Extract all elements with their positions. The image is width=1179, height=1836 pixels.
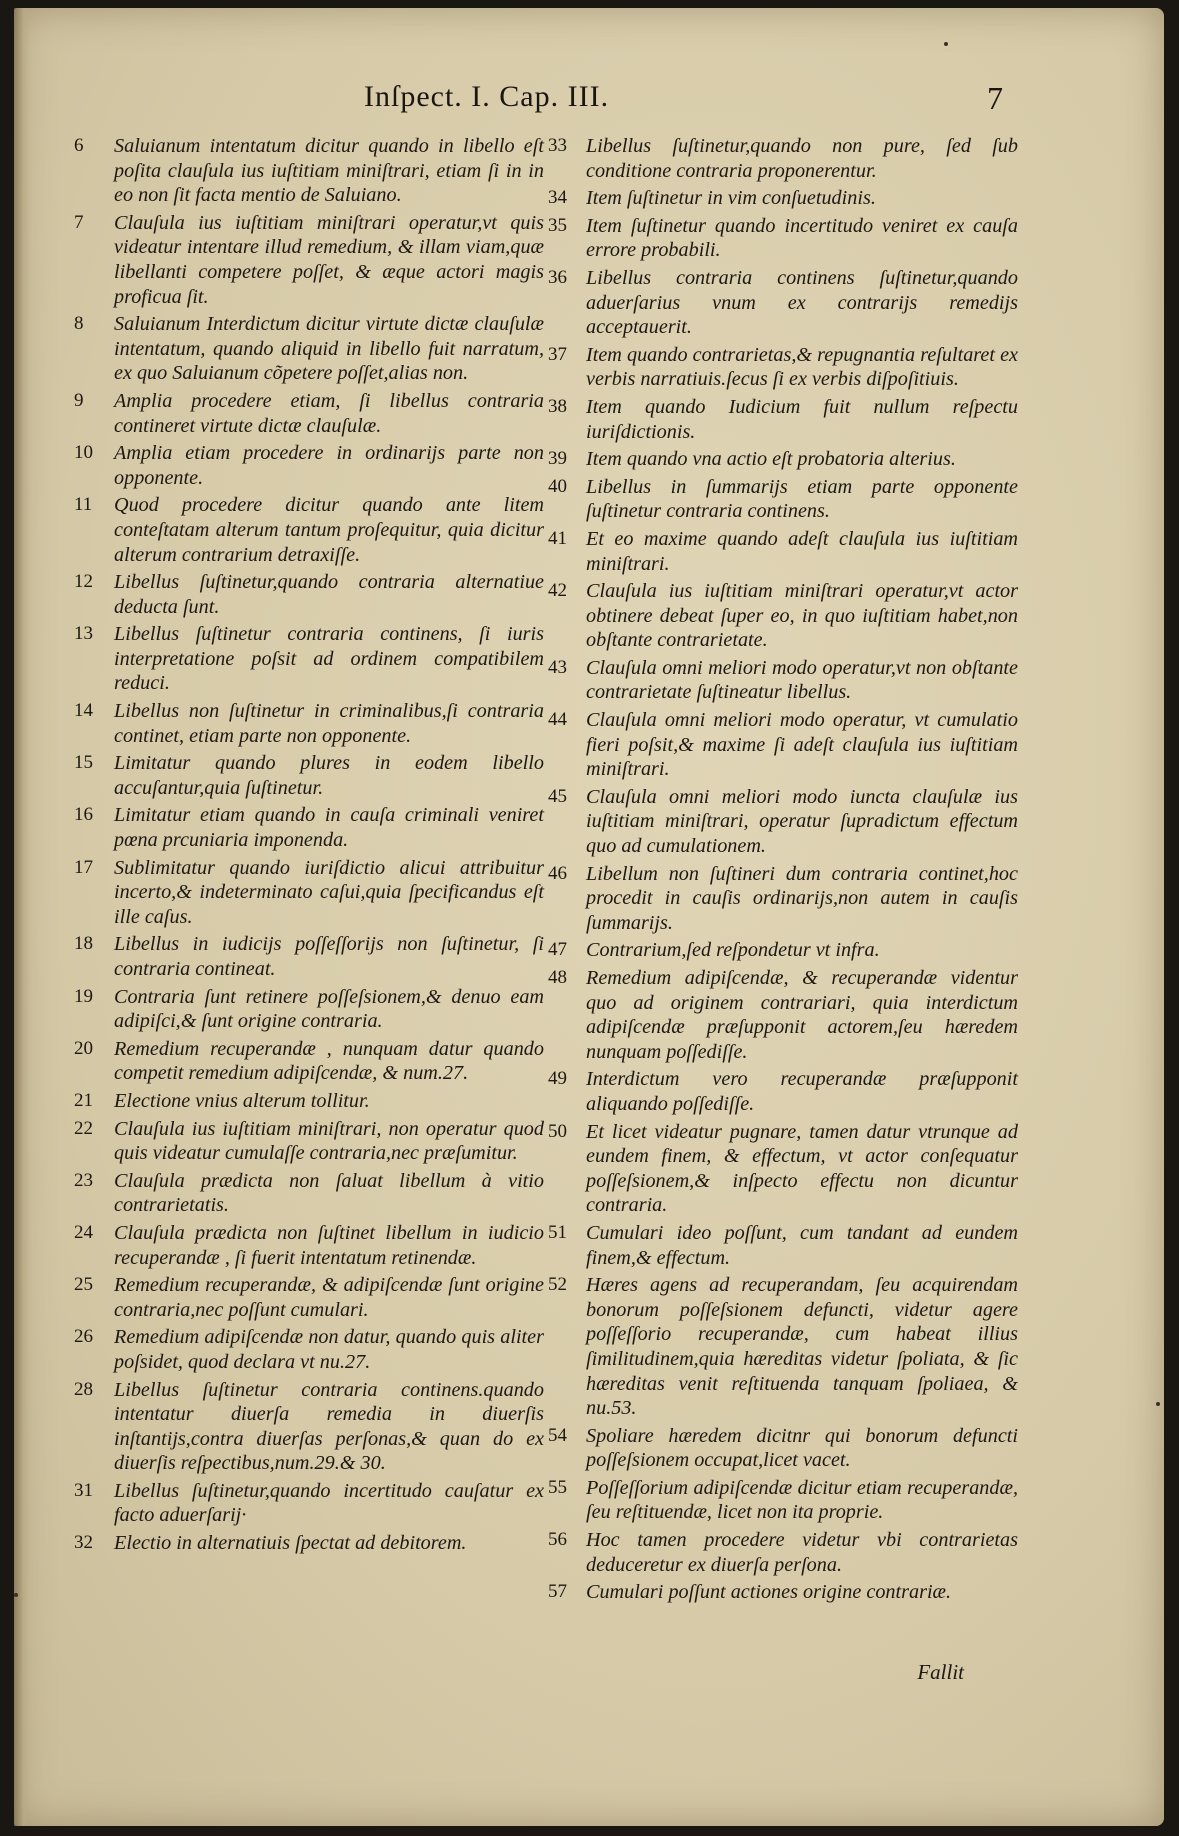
entry-text: Contrarium,ſed reſpondetur vt infra. bbox=[586, 939, 880, 962]
entry-number: 46 bbox=[548, 862, 567, 884]
entry-text: Amplia etiam procedere in ordinarijs parte non opponente. bbox=[114, 442, 544, 489]
index-entry bbox=[68, 751, 544, 800]
index-entry bbox=[548, 214, 1018, 263]
index-entry bbox=[548, 1528, 1018, 1577]
entry-number: 21 bbox=[74, 1089, 93, 1111]
index-entry bbox=[68, 1273, 544, 1322]
entry-text: Cumulari ideo poſſunt, cum tandant ad eundem finem,& effectum. bbox=[586, 1221, 1018, 1269]
entry-number: 48 bbox=[548, 967, 567, 988]
index-entry bbox=[548, 785, 1018, 859]
ink-speck bbox=[1156, 1402, 1160, 1406]
index-entry bbox=[68, 570, 544, 619]
entry-number: 24 bbox=[74, 1221, 93, 1243]
entry-text: Interdictum vero recuperandæ præſupponit aliquando poſſediſſe. bbox=[586, 1068, 1018, 1115]
index-entry bbox=[548, 266, 1018, 340]
entry-text: Clauſula omni meliori modo iuncta clauſulæ ius iuſtitiam miniſtrari, operatur ſupradictum effectum quo ad cumulationem. bbox=[586, 785, 1018, 858]
index-entry bbox=[68, 441, 544, 490]
entry-text: Saluianum intentatum dicitur quando in libello eſt poſita clauſula ius iuſtitiam miniſtrari, etiam ſi in in eo non ſit facta mentio de Saluiano. bbox=[114, 135, 544, 207]
entry-text: Libellus ſuſtinetur,quando contraria alternatiue deducta ſunt. bbox=[114, 571, 544, 618]
index-entry bbox=[68, 985, 544, 1034]
entry-number: 34 bbox=[548, 187, 567, 209]
index-entry bbox=[68, 1531, 544, 1556]
entry-text: Sublimitatur quando iuriſdictio alicui attribuitur incerto,& indeterminato caſui,quia ſpecificandus eſt ille caſus. bbox=[114, 856, 544, 928]
entry-text: Clauſula prædicta non ſuſtinet libellum in iudicio recuperandæ , ſi fuerit intentatum retinendæ. bbox=[114, 1221, 544, 1269]
running-header bbox=[364, 80, 1004, 124]
index-entry bbox=[548, 1273, 1018, 1421]
entry-number: 25 bbox=[74, 1274, 93, 1296]
entry-number: 43 bbox=[548, 656, 567, 678]
entry-text: Clauſula prædicta non ſaluat libellum à vitio contrarietatis. bbox=[114, 1169, 544, 1217]
entry-number: 18 bbox=[74, 933, 93, 955]
index-entry bbox=[68, 211, 544, 309]
index-entry bbox=[548, 1221, 1018, 1270]
entry-text: Libellus ſuſtinetur,quando non pure, ſed ſub conditione contraria proponerentur. bbox=[586, 135, 1018, 182]
index-entry bbox=[548, 862, 1018, 936]
entry-number: 19 bbox=[74, 985, 93, 1007]
index-entry bbox=[68, 1479, 544, 1528]
entry-number: 49 bbox=[548, 1068, 567, 1090]
entry-number: 7 bbox=[74, 211, 84, 233]
entry-number: 14 bbox=[74, 700, 93, 722]
entry-text: Remedium recuperandæ , nunquam datur quando competit remedium adipiſcendæ, & num.27. bbox=[114, 1037, 544, 1085]
entry-text: Et licet videatur pugnare, tamen datur vtrunque ad eundem finem, & effectum, vt actor conſequatur poſſeſsionem,& inſpecto effectu non dicuntur contraria. bbox=[586, 1120, 1018, 1217]
index-entry bbox=[68, 803, 544, 852]
ink-speck bbox=[944, 42, 948, 46]
index-entry bbox=[68, 1221, 544, 1270]
index-entry bbox=[548, 475, 1018, 524]
entry-text: Amplia procedere etiam, ſi libellus contraria contineret virtute dictæ clauſulæ. bbox=[114, 389, 544, 437]
entry-text: Libellus in iudicijs poſſeſſorijs non ſuſtinetur, ſi contraria contineat. bbox=[114, 933, 544, 980]
entry-text: Libellus in ſummarijs etiam parte opponente ſuſtinetur contraria continens. bbox=[586, 475, 1018, 523]
entry-text: Hoc tamen procedere videtur vbi contrarietas deduceretur ex diuerſa perſona. bbox=[586, 1529, 1018, 1576]
left-column bbox=[68, 134, 544, 1559]
entry-text: Et eo maxime quando adeſt clauſula ius iuſtitiam miniſtrari. bbox=[586, 527, 1018, 575]
entry-number: 11 bbox=[74, 494, 93, 516]
index-entry bbox=[548, 343, 1018, 392]
entry-text: Libellus ſuſtinetur contraria continens, ſi iuris interpretatione poſsit ad ordinem compatibilem reduci. bbox=[114, 623, 544, 695]
entry-text: Hæres agens ad recuperandam, ſeu acquirendam bonorum poſſeſsionem defuncti, videtur agere poſſeſſorio recuperandæ, cum habeat illius ſimilitudinem,quia hæreditas videtur ſpoliata, & ſic hæreditas venit reſtituenda tanquam ſpoliaea, & nu.53. bbox=[586, 1274, 1018, 1420]
entry-number: 9 bbox=[74, 389, 84, 411]
entry-number: 54 bbox=[548, 1424, 567, 1446]
entry-number: 23 bbox=[74, 1169, 93, 1191]
entry-number: 22 bbox=[74, 1117, 93, 1139]
entry-text: Clauſula ius iuſtitiam miniſtrari operatur,vt actor obtinere debeat ſuper eo, in quo iuſtitiam habet,non obſtante contrarietate. bbox=[586, 580, 1018, 652]
index-entry bbox=[68, 1117, 544, 1166]
entry-number: 33 bbox=[548, 135, 567, 156]
entry-number: 42 bbox=[548, 580, 567, 602]
entry-number: 13 bbox=[74, 623, 93, 645]
page-gutter bbox=[14, 8, 30, 1826]
entry-number: 12 bbox=[74, 571, 93, 593]
entry-text: Item quando Iudicium fuit nullum reſpectu iuriſdictionis. bbox=[586, 395, 1018, 443]
entry-text: Libellum non ſuſtineri dum contraria continet,hoc procedit in cauſis ordinarijs,non autem in cauſis ſummarijs. bbox=[586, 862, 1018, 934]
page-number: 7 bbox=[987, 80, 1004, 116]
index-entry bbox=[68, 699, 544, 748]
right-column bbox=[548, 134, 1018, 1608]
entry-number: 55 bbox=[548, 1476, 567, 1498]
index-entry bbox=[548, 527, 1018, 576]
entry-number: 44 bbox=[548, 709, 567, 731]
index-entry bbox=[548, 656, 1018, 705]
index-entry bbox=[548, 395, 1018, 444]
entry-text: Item ſuſtinetur quando incertitudo veniret ex cauſa errore probabili. bbox=[586, 214, 1018, 262]
running-title: Inſpect. I. Cap. III. bbox=[364, 80, 610, 113]
entry-text: Contraria ſunt retinere poſſeſsionem,& denuo eam adipiſci,& ſunt origine contraria. bbox=[114, 985, 544, 1033]
entry-number: 37 bbox=[548, 343, 567, 365]
index-entry bbox=[548, 1580, 1018, 1605]
index-entry bbox=[68, 1037, 544, 1086]
entry-number: 20 bbox=[74, 1037, 93, 1059]
entry-number: 16 bbox=[74, 804, 93, 826]
index-entry bbox=[548, 134, 1018, 183]
entry-number: 38 bbox=[548, 395, 567, 417]
index-entry bbox=[548, 1067, 1018, 1116]
index-entry bbox=[548, 966, 1018, 1064]
index-entry bbox=[68, 1169, 544, 1218]
entry-number: 36 bbox=[548, 266, 567, 288]
entry-number: 26 bbox=[74, 1326, 93, 1348]
index-entry bbox=[548, 1424, 1018, 1473]
entry-text: Remedium adipiſcendæ non datur, quando quis aliter poſsidet, quod declara vt nu.27. bbox=[114, 1326, 544, 1373]
entry-text: Clauſula omni meliori modo operatur,vt non obſtante contrarietate ſuſtineatur libellus. bbox=[586, 656, 1018, 704]
entry-number: 28 bbox=[74, 1378, 93, 1400]
entry-number: 47 bbox=[548, 939, 567, 961]
entry-number: 57 bbox=[548, 1581, 567, 1603]
index-entry bbox=[68, 493, 544, 567]
entry-number: 40 bbox=[548, 475, 567, 497]
entry-text: Clauſula omni meliori modo operatur, vt cumulatio fieri poſsit,& maxime ſi adeſt clauſula ius iuſtitiam miniſtrari. bbox=[586, 709, 1018, 781]
book-page bbox=[14, 8, 1164, 1826]
entry-text: Electione vnius alterum tollitur. bbox=[114, 1089, 370, 1112]
entry-text: Limitatur etiam quando in cauſa criminali veniret pœna prcuniaria imponenda. bbox=[114, 804, 544, 852]
entry-text: Item quando vna actio eſt probatoria alterius. bbox=[586, 448, 956, 471]
entry-number: 35 bbox=[548, 214, 567, 236]
entry-number: 41 bbox=[548, 527, 567, 549]
entry-text: Item ſuſtinetur in vim conſuetudinis. bbox=[586, 187, 876, 210]
entry-text: Remedium adipiſcendæ, & recuperandæ videntur quo ad originem contrariari, quia interdictum adipiſcendæ præſupponit actorem,ſeu hæredem nunquam poſſediſſe. bbox=[586, 967, 1018, 1063]
index-entry bbox=[68, 622, 544, 696]
entry-text: Clauſula ius iuſtitiam miniſtrari, non operatur quod quis videatur cumulaſſe contraria,nec præſumitur. bbox=[114, 1117, 544, 1165]
entry-text: Libellus ſuſtinetur contraria continens.quando intentatur diuerſa remedia in diuerſis inſtantijs,contra diuerſas perſonas,& quan do ex diuerſis reſpectibus,num.29.& 30. bbox=[114, 1378, 544, 1475]
entry-number: 50 bbox=[548, 1120, 567, 1142]
index-entry bbox=[68, 1089, 544, 1114]
index-entry bbox=[548, 708, 1018, 782]
entry-number: 10 bbox=[74, 442, 93, 464]
entry-text: Libellus ſuſtinetur,quando incertitudo cauſatur ex facto aduerſarij· bbox=[114, 1479, 544, 1527]
index-entry bbox=[548, 938, 1018, 963]
index-entry bbox=[68, 1378, 544, 1476]
entry-text: Poſſeſſorium adipiſcendæ dicitur etiam recuperandæ, ſeu reſtituendæ, licet non ita proprie. bbox=[586, 1476, 1018, 1524]
index-entry bbox=[548, 579, 1018, 653]
index-entry bbox=[68, 312, 544, 386]
entry-number: 51 bbox=[548, 1221, 567, 1243]
entry-text: Remedium recuperandæ, & adipiſcendæ ſunt origine contraria,nec poſſunt cumulari. bbox=[114, 1274, 544, 1321]
entry-text: Libellus contraria continens ſuſtinetur,quando aduerſarius vnum ex contrarijs remedijs acceptauerit. bbox=[586, 266, 1018, 339]
entry-number: 45 bbox=[548, 785, 567, 807]
index-entry bbox=[548, 1476, 1018, 1525]
entry-text: Limitatur quando plures in eodem libello accuſantur,quia ſuſtinetur. bbox=[114, 752, 544, 799]
index-entry bbox=[68, 932, 544, 981]
index-entry bbox=[68, 134, 544, 208]
entry-text: Electio in alternatiuis ſpectat ad debitorem. bbox=[114, 1532, 467, 1555]
entry-number: 32 bbox=[74, 1532, 93, 1554]
entry-text: Spoliare hæredem dicitnr qui bonorum defuncti poſſeſsionem occupat,licet vacet. bbox=[586, 1424, 1018, 1472]
index-entry bbox=[68, 856, 544, 930]
entry-text: Libellus non ſuſtinetur in criminalibus,ſi contraria continet, etiam parte non opponente. bbox=[114, 700, 544, 747]
entry-text: Quod procedere dicitur quando ante litem conteſtatam alterum tantum proſequitur, quia dicitur alterum contrarium detraxiſſe. bbox=[114, 494, 544, 566]
ink-speck bbox=[14, 1593, 18, 1597]
index-entry bbox=[548, 1120, 1018, 1218]
entry-number: 39 bbox=[548, 448, 567, 470]
index-entry bbox=[548, 186, 1018, 211]
entry-text: Saluianum Interdictum dicitur virtute dictæ clauſulæ intentatum, quando aliquid in libello fuit narratum, ex quo Saluianum cõpetere poſſet,alias non. bbox=[114, 313, 544, 385]
entry-number: 52 bbox=[548, 1274, 567, 1296]
entry-number: 15 bbox=[74, 752, 93, 774]
entry-number: 6 bbox=[74, 135, 84, 156]
index-entry bbox=[68, 1325, 544, 1374]
entry-number: 56 bbox=[548, 1529, 567, 1551]
entry-text: Cumulari poſſunt actiones origine contrariæ. bbox=[586, 1581, 952, 1604]
index-entry bbox=[548, 447, 1018, 472]
catchword: Fallit bbox=[917, 1660, 964, 1684]
entry-number: 8 bbox=[74, 313, 84, 335]
entry-text: Clauſula ius iuſtitiam miniſtrari operatur,vt quis videatur intentare illud remedium, & illam viam,quæ libellanti competere poſſet, & æque actori magis proficua ſit. bbox=[114, 211, 544, 308]
entry-text: Item quando contrarietas,& repugnantia reſultaret ex verbis narratiuis.ſecus ſi ex verbis diſpoſitiuis. bbox=[586, 343, 1018, 391]
entry-number: 31 bbox=[74, 1479, 93, 1501]
index-entry bbox=[68, 389, 544, 438]
entry-number: 17 bbox=[74, 856, 93, 878]
